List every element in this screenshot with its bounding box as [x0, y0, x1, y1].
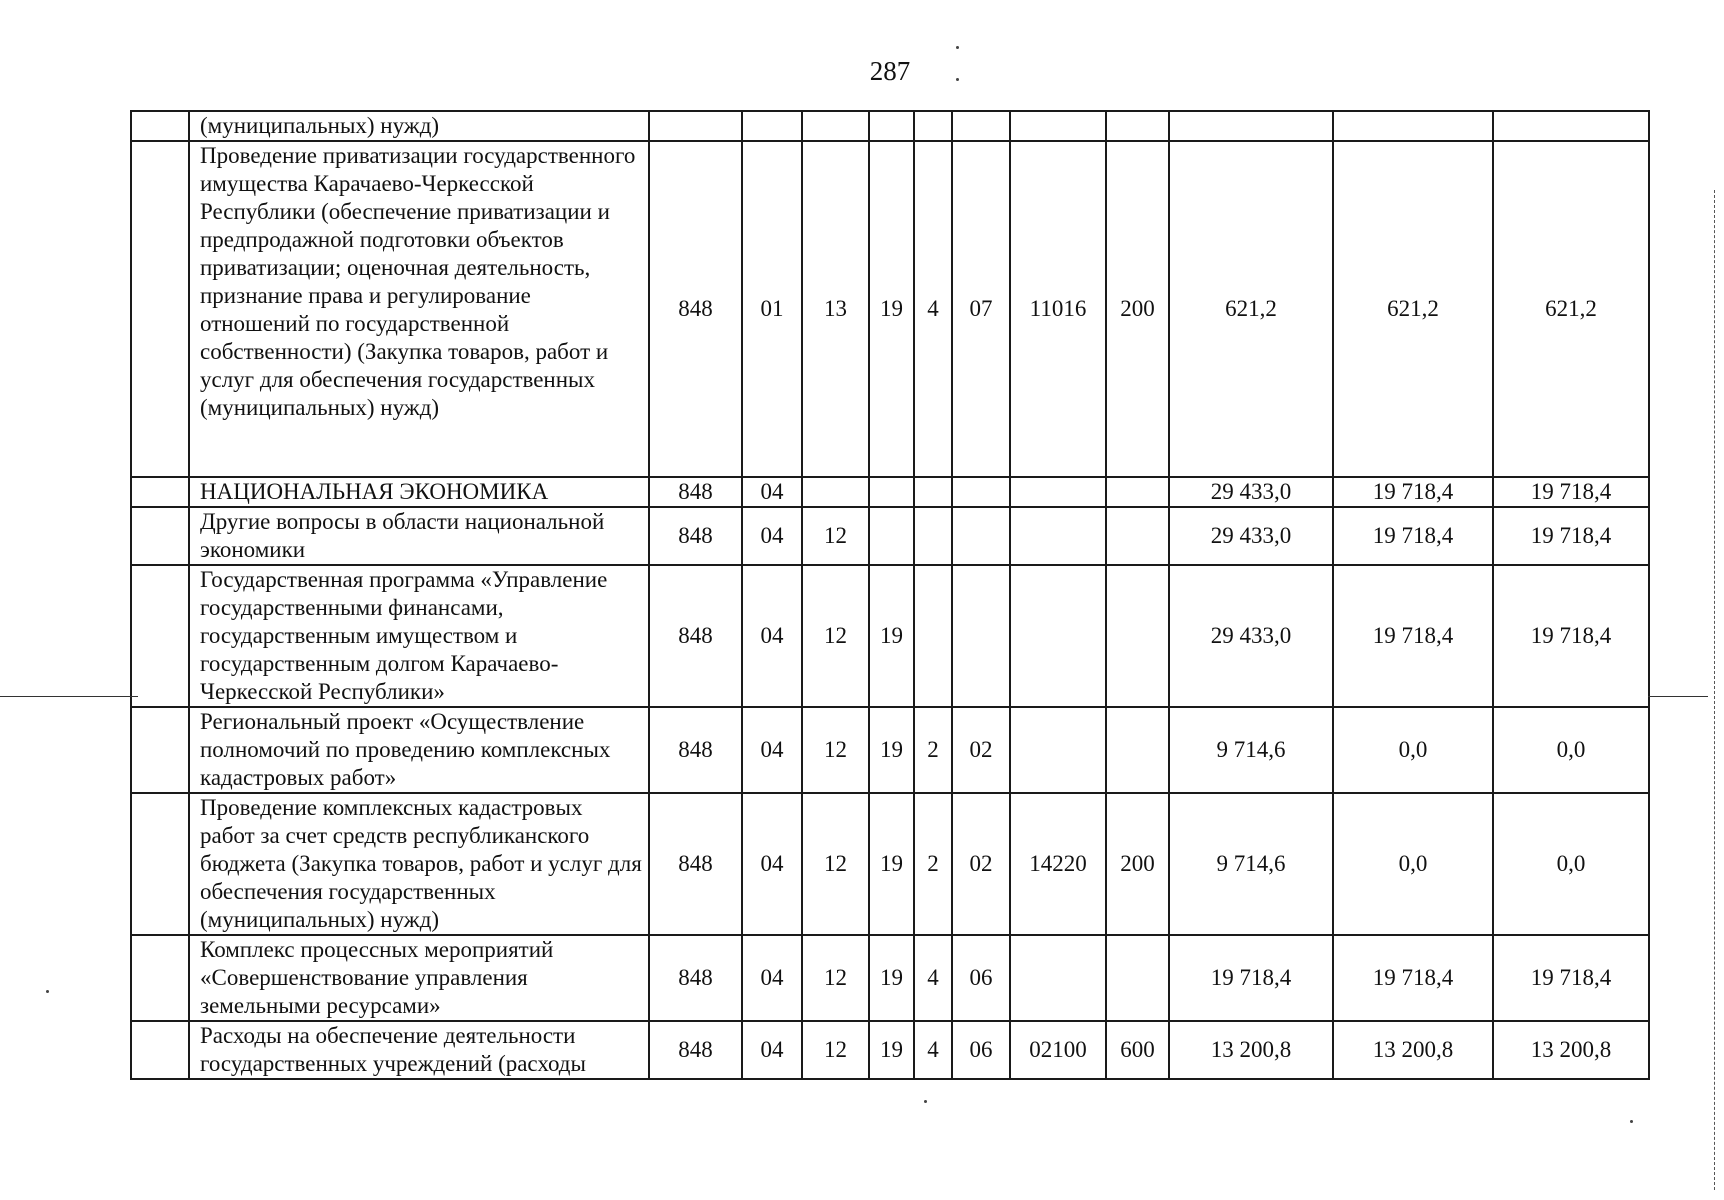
cell-direction-code — [1010, 935, 1106, 1021]
cell-sum-year-1: 29 433,0 — [1169, 507, 1333, 565]
cell-sum-year-3: 0,0 — [1493, 793, 1649, 935]
cell-direction-code — [1010, 565, 1106, 707]
table-row — [131, 111, 1649, 141]
cell-expense-type-code — [1106, 477, 1169, 507]
cell-program-code: 19 — [869, 935, 914, 1021]
cell-item-code — [952, 507, 1010, 565]
cell-direction-code — [1010, 477, 1106, 507]
table-row — [131, 565, 1649, 707]
cell-item-code — [952, 565, 1010, 707]
cell-row-number — [131, 111, 189, 141]
cell-direction-code — [1010, 111, 1106, 141]
table-row — [131, 793, 1649, 935]
scan-artifact-dot — [1630, 1120, 1633, 1123]
cell-item-code: 02 — [952, 793, 1010, 935]
cell-section-code: 01 — [742, 141, 802, 477]
table-body — [131, 111, 1649, 1079]
cell-sum-year-1: 13 200,8 — [1169, 1021, 1333, 1079]
cell-description: Комплекс процессных мероприятий «Совершенствование управления земельными ресурсами» — [189, 935, 649, 1021]
cell-ministry-code: 848 — [649, 507, 742, 565]
cell-type-code — [914, 477, 952, 507]
cell-expense-type-code — [1106, 707, 1169, 793]
cell-section-code: 04 — [742, 935, 802, 1021]
cell-sum-year-3: 19 718,4 — [1493, 935, 1649, 1021]
cell-subsection-code: 12 — [802, 565, 869, 707]
cell-description: Расходы на обеспечение деятельности государственных учреждений (расходы — [189, 1021, 649, 1079]
table-row — [131, 1021, 1649, 1079]
cell-program-code: 19 — [869, 565, 914, 707]
cell-sum-year-3 — [1493, 111, 1649, 141]
cell-section-code: 04 — [742, 565, 802, 707]
cell-section-code: 04 — [742, 1021, 802, 1079]
cell-sum-year-3: 19 718,4 — [1493, 565, 1649, 707]
scan-artifact-dot — [46, 990, 49, 993]
cell-ministry-code: 848 — [649, 565, 742, 707]
cell-sum-year-1: 9 714,6 — [1169, 707, 1333, 793]
cell-sum-year-2: 0,0 — [1333, 793, 1493, 935]
cell-sum-year-3: 19 718,4 — [1493, 507, 1649, 565]
cell-expense-type-code — [1106, 565, 1169, 707]
cell-program-code: 19 — [869, 793, 914, 935]
page-number: 287 — [869, 56, 911, 86]
cell-type-code: 2 — [914, 707, 952, 793]
cell-type-code: 2 — [914, 793, 952, 935]
cell-sum-year-2: 19 718,4 — [1333, 477, 1493, 507]
cell-type-code — [914, 565, 952, 707]
cell-direction-code: 14220 — [1010, 793, 1106, 935]
cell-sum-year-1: 19 718,4 — [1169, 935, 1333, 1021]
cell-subsection-code: 12 — [802, 1021, 869, 1079]
cell-sum-year-3: 621,2 — [1493, 141, 1649, 477]
cell-ministry-code: 848 — [649, 793, 742, 935]
cell-ministry-code: 848 — [649, 707, 742, 793]
cell-row-number — [131, 477, 189, 507]
cell-row-number — [131, 565, 189, 707]
cell-row-number — [131, 1021, 189, 1079]
cell-sum-year-2: 621,2 — [1333, 141, 1493, 477]
cell-type-code: 4 — [914, 1021, 952, 1079]
cell-row-number — [131, 507, 189, 565]
cell-expense-type-code — [1106, 507, 1169, 565]
cell-item-code: 06 — [952, 935, 1010, 1021]
cell-subsection-code: 13 — [802, 141, 869, 477]
cell-section-code: 04 — [742, 707, 802, 793]
cell-sum-year-1: 29 433,0 — [1169, 565, 1333, 707]
cell-section-code: 04 — [742, 793, 802, 935]
cell-item-code — [952, 477, 1010, 507]
cell-subsection-code: 12 — [802, 935, 869, 1021]
cell-sum-year-2: 0,0 — [1333, 707, 1493, 793]
cell-ministry-code: 848 — [649, 1021, 742, 1079]
cell-item-code: 06 — [952, 1021, 1010, 1079]
table-row — [131, 935, 1649, 1021]
table-row — [131, 141, 1649, 477]
scan-artifact-dot — [956, 46, 959, 49]
cell-ministry-code: 848 — [649, 935, 742, 1021]
cell-section-code — [742, 111, 802, 141]
cell-description: Региональный проект «Осуществление полномочий по проведению комплексных кадастровых работ» — [189, 707, 649, 793]
cell-expense-type-code: 600 — [1106, 1021, 1169, 1079]
cell-type-code: 4 — [914, 935, 952, 1021]
cell-description: Проведение комплексных кадастровых работ за счет средств республиканского бюджета (Закупка товаров, работ и услуг для обеспечения государственных (муниципальных) нужд) — [189, 793, 649, 935]
scan-artifact-line — [0, 696, 138, 697]
cell-sum-year-2 — [1333, 111, 1493, 141]
cell-subsection-code — [802, 477, 869, 507]
cell-sum-year-1: 9 714,6 — [1169, 793, 1333, 935]
cell-section-code: 04 — [742, 477, 802, 507]
cell-program-code — [869, 477, 914, 507]
scan-artifact-line — [1648, 696, 1708, 697]
cell-program-code: 19 — [869, 141, 914, 477]
cell-sum-year-1: 621,2 — [1169, 141, 1333, 477]
cell-program-code — [869, 111, 914, 141]
cell-sum-year-1 — [1169, 111, 1333, 141]
cell-type-code — [914, 111, 952, 141]
cell-expense-type-code: 200 — [1106, 141, 1169, 477]
cell-ministry-code: 848 — [649, 477, 742, 507]
cell-program-code — [869, 507, 914, 565]
cell-sum-year-2: 13 200,8 — [1333, 1021, 1493, 1079]
cell-expense-type-code — [1106, 935, 1169, 1021]
cell-item-code: 02 — [952, 707, 1010, 793]
cell-description: Другие вопросы в области национальной экономики — [189, 507, 649, 565]
cell-sum-year-3: 13 200,8 — [1493, 1021, 1649, 1079]
scan-artifact-dot — [956, 78, 959, 81]
cell-program-code: 19 — [869, 1021, 914, 1079]
cell-ministry-code: 848 — [649, 141, 742, 477]
cell-sum-year-2: 19 718,4 — [1333, 507, 1493, 565]
cell-ministry-code — [649, 111, 742, 141]
cell-direction-code: 02100 — [1010, 1021, 1106, 1079]
cell-description: НАЦИОНАЛЬНАЯ ЭКОНОМИКА — [189, 477, 649, 507]
table-row — [131, 507, 1649, 565]
scan-artifact-edge — [1714, 190, 1715, 1190]
cell-sum-year-3: 19 718,4 — [1493, 477, 1649, 507]
cell-sum-year-3: 0,0 — [1493, 707, 1649, 793]
cell-direction-code: 11016 — [1010, 141, 1106, 477]
cell-subsection-code: 12 — [802, 507, 869, 565]
cell-row-number — [131, 935, 189, 1021]
cell-description: Государственная программа «Управление государственными финансами, государственным имуществом и государственным долгом Карачаево-Черкесской Республики» — [189, 565, 649, 707]
cell-type-code — [914, 507, 952, 565]
table-row — [131, 707, 1649, 793]
cell-section-code: 04 — [742, 507, 802, 565]
cell-item-code — [952, 111, 1010, 141]
cell-direction-code — [1010, 707, 1106, 793]
cell-subsection-code — [802, 111, 869, 141]
cell-row-number — [131, 707, 189, 793]
cell-subsection-code: 12 — [802, 707, 869, 793]
cell-program-code: 19 — [869, 707, 914, 793]
cell-item-code: 07 — [952, 141, 1010, 477]
cell-expense-type-code — [1106, 111, 1169, 141]
cell-sum-year-2: 19 718,4 — [1333, 565, 1493, 707]
cell-sum-year-2: 19 718,4 — [1333, 935, 1493, 1021]
cell-description: Проведение приватизации государственного имущества Карачаево-Черкесской Республики (обеспечение приватизации и предпродажной подготовки объектов приватизации; оценочная деятельность, признание права и регулирование отношений по государственной собственности) (Закупка товаров, работ и услуг для обеспечения государственных (муниципальных) нужд) — [189, 141, 649, 477]
budget-table — [130, 110, 1650, 1080]
cell-subsection-code: 12 — [802, 793, 869, 935]
cell-type-code: 4 — [914, 141, 952, 477]
cell-row-number — [131, 793, 189, 935]
cell-description: (муниципальных) нужд) — [189, 111, 649, 141]
cell-sum-year-1: 29 433,0 — [1169, 477, 1333, 507]
cell-row-number — [131, 141, 189, 477]
cell-direction-code — [1010, 507, 1106, 565]
cell-expense-type-code: 200 — [1106, 793, 1169, 935]
scan-artifact-dot — [924, 1100, 927, 1103]
table-row — [131, 477, 1649, 507]
